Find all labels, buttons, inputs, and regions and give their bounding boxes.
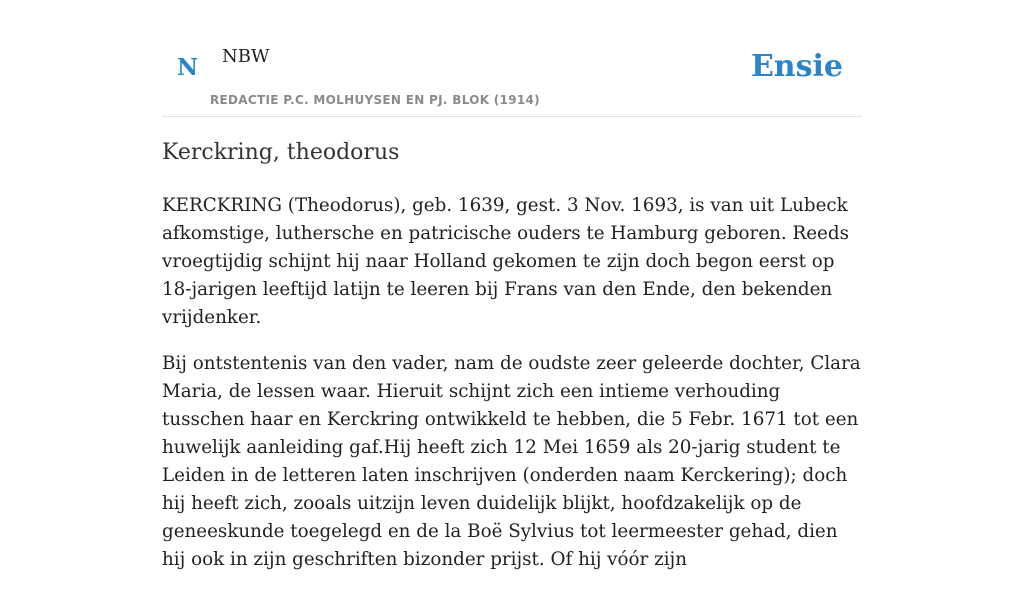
brand-logo-link[interactable]: Ensie: [750, 49, 843, 84]
article-paragraph: KERCKRING (Theodorus), geb. 1639, gest. 3 Nov. 1693, is van uit Lubeck afkomstige, luthersche en patricische ouders te Hamburg geboren. Reeds vroegtijdig schijnt hij naar Holland gekomen te zijn doch begon eerst op 18-jarigen leeftijd latijn te leeren bij Frans van den Ende, den bekenden vrijdenker.: [162, 195, 849, 328]
article-body: [162, 192, 866, 592]
source-editors: REDACTIE P.C. MOLHUYSEN EN PJ. BLOK (1914): [210, 93, 540, 107]
article-title: Kerckring, theodorus: [162, 140, 400, 165]
source-name[interactable]: NBW: [222, 46, 270, 67]
header: [162, 0, 862, 117]
article-paragraph: Bij ontstentenis van den vader, nam de oudste zeer geleerde dochter, Clara Maria, de lessen waar. Hieruit schijnt zich een intieme verhouding tusschen haar en Kerckring ontwikkeld te hebben, die 5 Febr. 1671 tot een huwelijk aanleiding gaf.Hij heeft zich 12 Mei 1659 als 20-jarig student te Leiden in de letteren laten inschrijven (onderden naam Kerckering); doch hij heeft zich, zooals uitzijn leven duidelijk blijkt, hoofdzakelijk op de geneeskunde toegelegd en de la Boë Sylvius tot leermeester gehad, dien hij ook in zijn geschriften bizonder prijst. Of hij vóór zijn: [162, 353, 861, 570]
source-logo[interactable]: N: [177, 54, 199, 81]
